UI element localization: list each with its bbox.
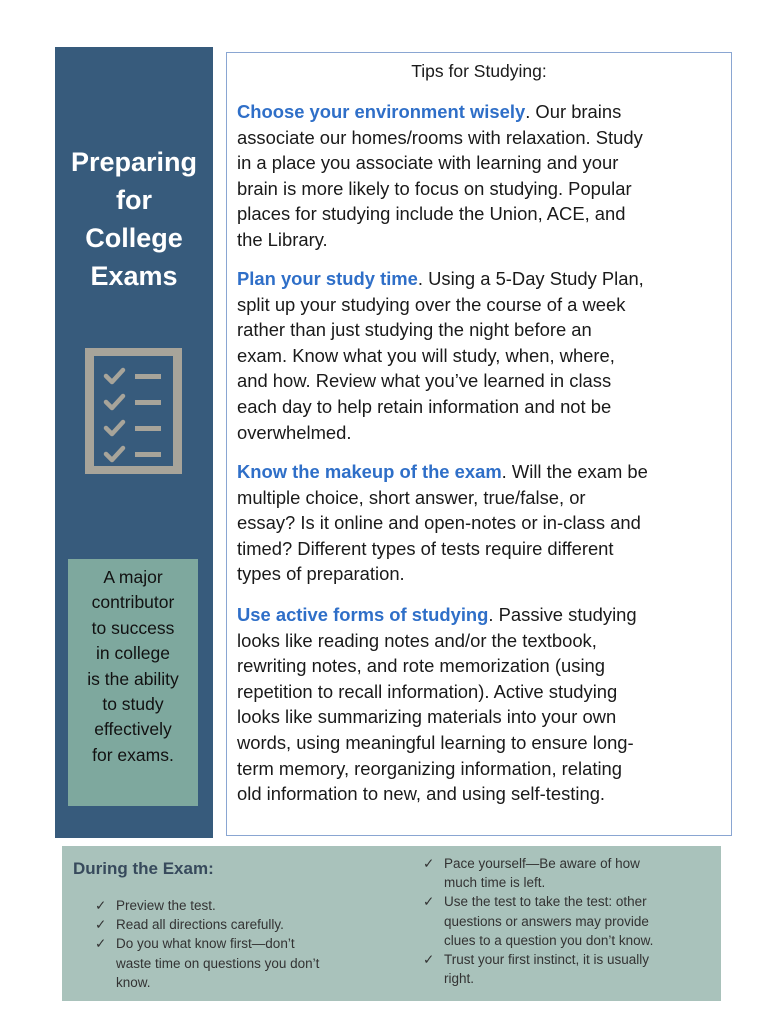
list-item	[95, 915, 319, 934]
tip-line: timed? Different types of tests require different	[237, 537, 614, 559]
tip-title: Know the makeup of the exam	[237, 461, 502, 482]
checklist-marks	[94, 356, 173, 466]
tip-active-studying	[237, 602, 727, 807]
sidebar-title-line: Exams	[90, 261, 178, 291]
list-item	[423, 854, 653, 892]
tip-line: the Library.	[237, 228, 328, 250]
check-icon: ✓	[423, 952, 435, 968]
tips-heading: Tips for Studying:	[411, 61, 547, 81]
list-item-line: Trust your first instinct, it is usually	[444, 952, 650, 968]
tip-line: multiple choice, short answer, true/false, or	[237, 486, 586, 508]
list-item-line: Pace yourself—Be aware of how	[444, 856, 640, 871]
tip-environment	[237, 99, 727, 253]
list-item-line: clues to a question you don’t know.	[444, 932, 654, 948]
tip-line: looks like reading notes and/or the textbook,	[237, 629, 597, 651]
check-icon: ✓	[423, 856, 435, 871]
tip-line: old information to new, and using self-testing.	[237, 783, 606, 805]
check-icon: ✓	[95, 936, 107, 952]
list-item-line: Read all directions carefully.	[116, 917, 284, 933]
tip-title: Plan your study time	[237, 268, 418, 289]
tip-line: in a place you associate with learning and your	[237, 152, 619, 174]
tip-title: Choose your environment wisely	[237, 101, 526, 122]
tip-text: . Will the exam be	[501, 461, 648, 482]
check-icon: ✓	[423, 894, 435, 910]
tip-line: term memory, reorganizing information, relating	[237, 757, 622, 779]
list-item	[95, 896, 319, 915]
tip-line: associate our homes/rooms with relaxation. Study	[237, 126, 643, 148]
tip-line: words, using meaningful learning to ensure long-	[237, 731, 634, 753]
quote-line: to success	[91, 617, 175, 638]
check-icon: ✓	[95, 917, 107, 933]
checklist-icon	[85, 348, 182, 474]
tip-line: types of preparation.	[237, 563, 405, 585]
tip-line: essay? Is it online and open-notes or in-class and	[237, 512, 641, 534]
tip-text: . Using a 5-Day Study Plan,	[417, 268, 644, 289]
quote-line: A major	[103, 567, 163, 587]
list-item-line: Preview the test.	[116, 898, 216, 913]
quote-line: for exams.	[92, 744, 174, 765]
tip-line: rather than just studying the night before an	[237, 319, 592, 341]
tips-box	[226, 52, 732, 836]
tip-line: overwhelmed.	[237, 421, 352, 443]
list-item-line: know.	[116, 974, 151, 990]
list-item	[423, 950, 653, 988]
sidebar-title-line: for	[116, 185, 152, 215]
tip-line: looks like summarizing materials into your own	[237, 706, 617, 728]
exam-list-right	[423, 854, 653, 988]
list-item-line: questions or answers may provide	[444, 913, 649, 929]
quote-box	[68, 559, 198, 806]
tip-line: repetition to recall information). Active studying	[237, 680, 618, 702]
sidebar-title-line: College	[85, 223, 183, 253]
tip-line: exam. Know what you will study, when, where,	[237, 344, 615, 366]
tip-title: Use active forms of studying	[237, 604, 489, 625]
sidebar-title-line: Preparing	[70, 147, 198, 177]
sidebar-title	[55, 143, 213, 295]
list-item-line: Use the test to take the test: other	[444, 894, 647, 910]
list-item-line: waste time on questions you don’t	[116, 955, 320, 971]
tip-line: split up your studying over the course of a week	[237, 293, 626, 315]
sidebar-panel	[55, 47, 213, 838]
quote-line: in college	[96, 643, 170, 664]
tip-study-time	[237, 266, 727, 445]
list-item-line: Do you what know first—don’t	[116, 936, 295, 952]
list-item-line: much time is left.	[444, 875, 546, 891]
tip-exam-makeup	[237, 459, 727, 587]
tip-line: rewriting notes, and rote memorization (using	[237, 655, 605, 677]
quote-line: contributor	[91, 592, 175, 613]
tip-line: brain is more likely to focus on studying. Popular	[237, 177, 632, 199]
quote-line: is the ability	[87, 668, 179, 689]
quote-line: to study	[102, 694, 164, 715]
tip-text: . Our brains	[525, 101, 622, 122]
list-item	[95, 934, 319, 992]
during-exam-panel	[62, 846, 721, 1001]
exam-list-left	[95, 896, 319, 992]
tip-line: places for studying include the Union, ACE, and	[237, 203, 626, 225]
during-exam-title: During the Exam:	[73, 859, 214, 878]
quote-line: effectively	[94, 719, 172, 740]
tip-line: and how. Review what you’ve learned in class	[237, 370, 612, 392]
list-item	[423, 892, 653, 950]
tip-text: . Passive studying	[488, 604, 637, 625]
tip-line: each day to help retain information and not be	[237, 395, 612, 417]
list-item-line: right.	[444, 971, 475, 987]
check-icon: ✓	[95, 898, 107, 913]
